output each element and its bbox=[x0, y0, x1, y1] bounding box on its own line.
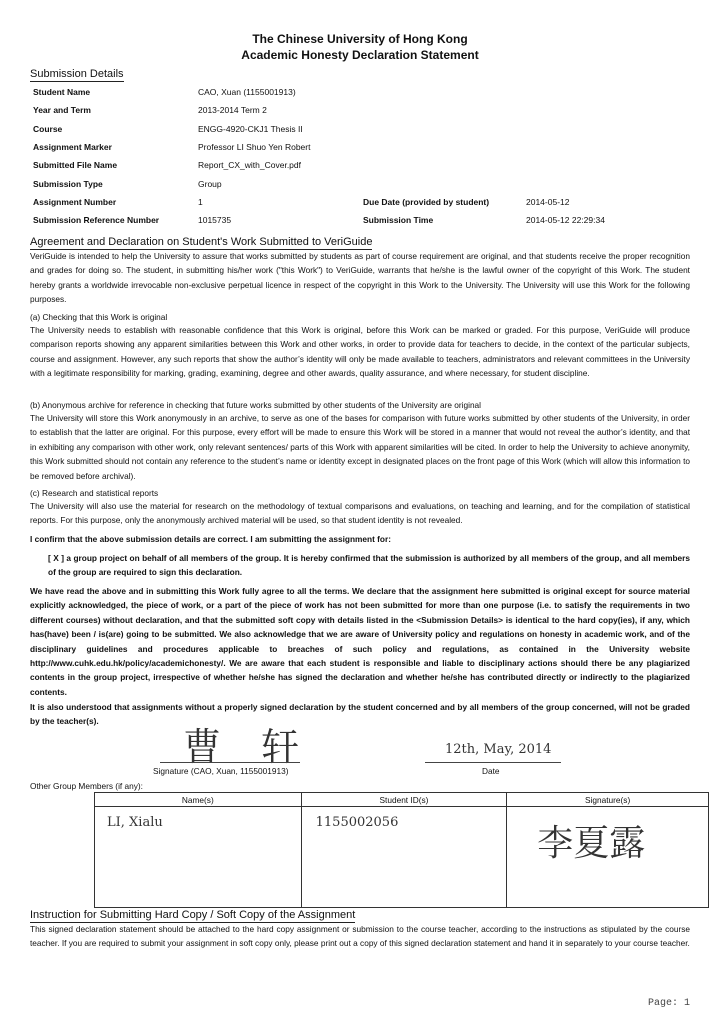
section-c-title: (c) Research and statistical reports bbox=[30, 488, 159, 498]
section-b-text: The University will store this Work anonymously in an archive, to serve as one of the bases for comparison with future works submitted by other students of the University, in order to establish that the latter are original. For this purpose, every effort will be made to ensure this Work will be stored in a manner that would not reveal the author’s identity, and that in exhibiting any comparison with other work, only relevant sentences/ parts of this Work with apparent similarities will be cited. In order to help the University to achieve anonymity, this Work submitted should not contain any reference to the student’s name or identity except in designated places on the front page of this Work (which will allow this information to be removed before archival). bbox=[30, 413, 690, 481]
detail-value: 1015735 bbox=[198, 215, 232, 225]
detail-value: ENGG-4920-CKJ1 Thesis II bbox=[198, 124, 303, 134]
detail-row-course bbox=[30, 121, 690, 139]
member-name: LI, Xialu bbox=[107, 815, 163, 830]
teacher-grading-notice: It is also understood that assignments without a properly signed declaration by the student concerned and by all members of the group concerned, will not be graded by the teacher(s). bbox=[30, 702, 690, 727]
other-members-label: Other Group Members (if any): bbox=[30, 781, 143, 791]
section-a-text: The University needs to establish with reasonable confidence that this Work is original, before this Work can be marked or graded. For this purpose, VeriGuide will produce comparison reports showing any apparent similarities between this Work and other works, in order to provide data for teachers to decide, in the context of the particular subjects, course and assignment. However, any such reports that show the author’s identity will only be made available to teachers, administrators and relevant committees in the University with a legitimate responsibility for marking, grading, examining, degree and other awards, quality assurance, and where necessary, for student discipline. bbox=[30, 325, 690, 379]
detail-label: Year and Term bbox=[33, 105, 91, 115]
detail-label: Due Date (provided by student) bbox=[363, 197, 490, 207]
detail-label: Submission Reference Number bbox=[33, 215, 160, 225]
member-id-cell bbox=[301, 807, 507, 908]
detail-value: CAO, Xuan (1155001913) bbox=[198, 87, 296, 97]
detail-row-year-term bbox=[30, 102, 690, 120]
group-project-option: [ X ] a group project on behalf of all members of the group. It is hereby confirmed that the submission is authorized by all members of the group, and all members of the group are required to sign this declaration. bbox=[48, 553, 690, 578]
detail-label: Submission Time bbox=[363, 215, 434, 225]
column-header: Name(s) bbox=[95, 793, 302, 807]
column-header: Signature(s) bbox=[507, 793, 709, 807]
detail-value: Report_CX_with_Cover.pdf bbox=[198, 160, 302, 170]
table-row bbox=[95, 807, 709, 908]
confirm-statement: I confirm that the above submission details are correct. I am submitting the assignment for: bbox=[30, 534, 391, 544]
university-title: The Chinese University of Hong Kong bbox=[252, 32, 468, 46]
statement-title: Academic Honesty Declaration Statement bbox=[241, 48, 479, 62]
column-header: Student ID(s) bbox=[301, 793, 507, 807]
student-signature: 曹 轩 bbox=[183, 725, 314, 769]
detail-label: Submitted File Name bbox=[33, 160, 118, 170]
group-members-table bbox=[94, 792, 709, 908]
instruction-text: This signed declaration statement should be attached to the hard copy assignment or submission to the course teacher, according to the instructions as stipulated by the course teacher. If you are required to submit your assignment in soft copy only, please print out a copy of this signed declaration statement and hand it in separately to your course teacher. bbox=[30, 924, 690, 949]
detail-value: Professor LI Shuo Yen Robert bbox=[198, 142, 311, 152]
detail-label: Course bbox=[33, 124, 63, 134]
detail-row-marker bbox=[30, 139, 690, 157]
agreement-intro: VeriGuide is intended to help the University to assure that works submitted by students as part of course requirement are original, and that students receive the proper recognition and grades for doing so. The student, in submitting his/her work ("this Work") to VeriGuide, warrants that he/she is the lawful owner of the copyright of this Work. The student hereby grants a worldwide irrevocable non-exclusive perpetual licence in respect of the copyright in this Work to the University. The University will use this Work for the following purposes. bbox=[30, 251, 690, 305]
detail-row-student-name bbox=[30, 84, 690, 102]
instruction-heading: Instruction for Submitting Hard Copy / Soft Copy of the Assignment bbox=[30, 909, 356, 921]
page-number: Page: 1 bbox=[647, 998, 690, 1009]
detail-value: Group bbox=[198, 179, 222, 189]
agreement-heading: Agreement and Declaration on Student's Work Submitted to VeriGuide bbox=[30, 236, 373, 248]
member-signature-cell bbox=[507, 807, 709, 908]
member-signature: 李夏露 bbox=[537, 823, 646, 864]
declaration-text: We have read the above and in submitting this Work fully agree to all the terms. We declare that the assignment here submitted is original except for source material explicitly acknowledged, the piece of work, or a part of the piece of work has not been submitted for more than one purpose (i.e. to satisfy the requirements in two different courses) without declaration, and that the submitted soft copy with details listed in the <Submission Details> is identical to the hard copy(ies), if any, which has(have) been / is(are) going to be submitted. We also acknowledge that we are aware of University policy and regulations on honesty in academic work, and of the disciplinary guidelines and procedures applicable to breaches of such policy and regulations, as contained in the University website http://www.cuhk.edu.hk/policy/academichonesty/. We are aware that each student is responsible and liable to disciplinary actions should there be any plagiarized contents in the group project, irrespective of whether he/she has signed the declaration and whether he/she has contributed directly or indirectly to the plagiarized contents. bbox=[30, 586, 690, 697]
signature-date: 12th, May, 2014 bbox=[445, 742, 552, 757]
detail-row-reference-number bbox=[30, 212, 690, 230]
member-name-cell bbox=[95, 807, 302, 908]
table-header-row bbox=[95, 793, 709, 807]
signature-caption: Signature (CAO, Xuan, 1155001913) bbox=[153, 766, 289, 776]
detail-value: 2014-05-12 bbox=[526, 197, 570, 207]
section-a-title: (a) Checking that this Work is original bbox=[30, 312, 168, 322]
date-line bbox=[425, 762, 561, 763]
detail-label: Submission Type bbox=[33, 179, 103, 189]
detail-row-file-name bbox=[30, 157, 690, 175]
detail-row-assignment-number bbox=[30, 194, 690, 212]
date-label: Date bbox=[482, 766, 500, 776]
member-id: 1155002056 bbox=[315, 815, 399, 830]
detail-value: 1 bbox=[198, 197, 203, 207]
detail-label: Assignment Number bbox=[33, 197, 117, 207]
detail-label: Student Name bbox=[33, 87, 91, 97]
detail-label: Assignment Marker bbox=[33, 142, 112, 152]
section-c-text: The University will also use the material for research on the methodology of textual comparisons and evaluations, on teaching and learning, and for the compilation of statistical reports. For this purpose, only the anonymously archived material will be used, so that student identity is not revealed. bbox=[30, 501, 690, 526]
detail-value: 2014-05-12 22:29:34 bbox=[526, 215, 605, 225]
submission-details-heading: Submission Details bbox=[30, 68, 124, 80]
signature-line bbox=[160, 762, 300, 763]
detail-value: 2013-2014 Term 2 bbox=[198, 105, 267, 115]
section-b-title: (b) Anonymous archive for reference in checking that future works submitted by other students of the University are original bbox=[30, 400, 482, 410]
detail-row-submission-type bbox=[30, 176, 690, 194]
